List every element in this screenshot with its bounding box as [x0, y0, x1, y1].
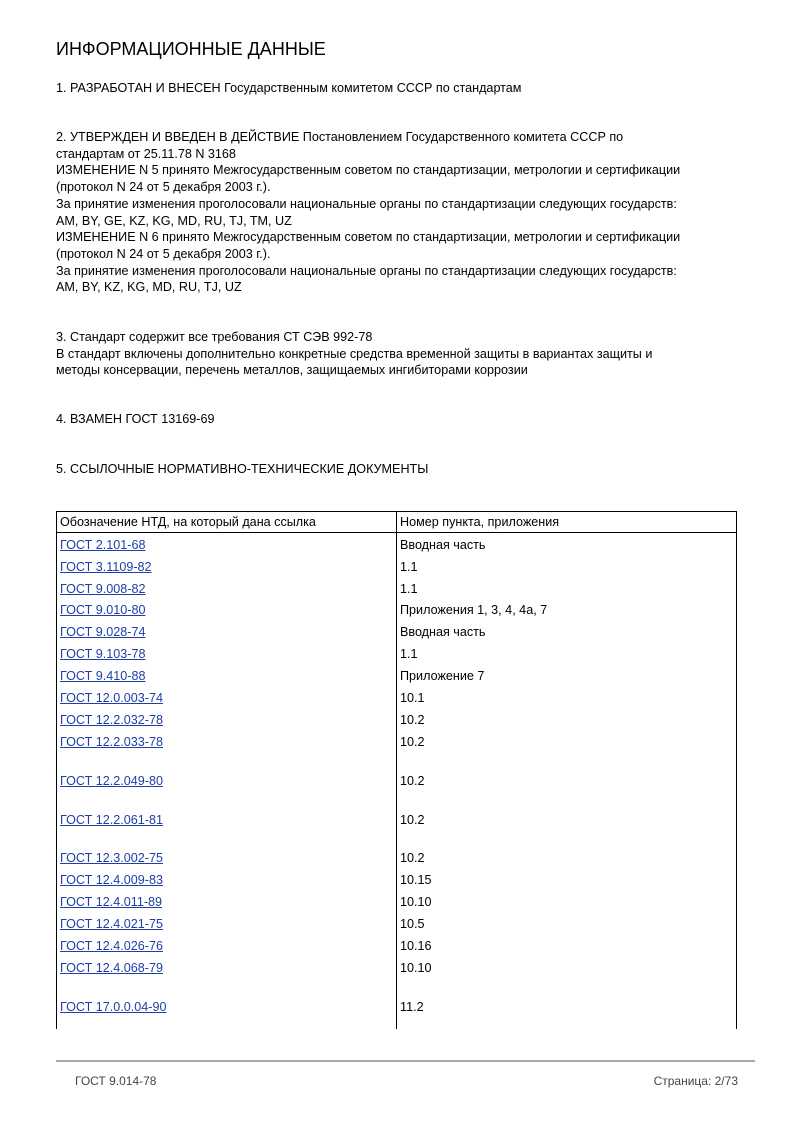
- gost-link[interactable]: ГОСТ 9.010-80: [60, 603, 146, 617]
- header-ntd-designation: Обозначение НТД, на который дана ссылка: [60, 515, 316, 529]
- text-line: 2. УТВЕРЖДЕН И ВВЕДЕН В ДЕЙСТВИЕ Постановлением Государственного комитета СССР по: [56, 130, 624, 144]
- clause-cell: 10.1: [400, 691, 425, 705]
- clause-cell: 10.2: [400, 774, 425, 788]
- table-row: [57, 813, 736, 831]
- text-line: 3. Стандарт содержит все требования СТ СЭВ 992-78: [56, 330, 373, 344]
- footer-doc-id: ГОСТ 9.014-78: [75, 1074, 157, 1088]
- clause-cell: 10.10: [400, 961, 432, 975]
- footer-divider: [56, 1060, 755, 1062]
- text-line: ИЗМЕНЕНИЕ N 6 принято Межгосударственным советом по стандартизации, метрологии и сертификации: [56, 230, 681, 245]
- clause-cell: 1.1: [400, 647, 418, 661]
- section-references-heading: [56, 461, 746, 478]
- section-developed-by: [56, 80, 746, 97]
- text-line: За принятие изменения проголосовали национальные органы по стандартизации следующих государств:: [56, 263, 677, 278]
- gost-link[interactable]: ГОСТ 12.4.011-89: [60, 895, 163, 909]
- gost-link[interactable]: ГОСТ 12.3.002-75: [60, 851, 164, 865]
- table-row: [57, 582, 736, 600]
- gost-link[interactable]: ГОСТ 12.2.049-80: [60, 774, 164, 788]
- text-line: За принятие изменения проголосовали национальные органы по стандартизации следующих государств:: [56, 196, 677, 211]
- clause-cell: 10.5: [400, 917, 425, 931]
- gost-link[interactable]: ГОСТ 12.4.068-79: [60, 961, 164, 975]
- table-row: [57, 713, 736, 731]
- clause-cell: 11.2: [400, 1000, 424, 1014]
- table-row: [57, 917, 736, 935]
- table-row: [57, 939, 736, 957]
- table-row: [57, 669, 736, 687]
- gost-link[interactable]: ГОСТ 9.028-74: [60, 625, 146, 639]
- text-line: стандартам от 25.11.78 N 3168: [56, 146, 236, 161]
- table-row: [57, 560, 736, 578]
- text-line: (протокол N 24 от 5 декабря 2003 г.).: [56, 246, 271, 261]
- gost-link[interactable]: ГОСТ 3.1109-82: [60, 560, 152, 574]
- text-line: 4. ВЗАМЕН ГОСТ 13169-69: [56, 412, 215, 426]
- table-row: [57, 647, 736, 665]
- table-row: [57, 873, 736, 891]
- table-row: [57, 895, 736, 913]
- text-line: методы консервации, перечень металлов, защищаемых ингибиторами коррозии: [56, 363, 528, 378]
- table-row: [57, 625, 736, 643]
- gost-link[interactable]: ГОСТ 12.2.033-78: [60, 735, 164, 749]
- clause-cell: 1.1: [400, 582, 418, 596]
- gost-link[interactable]: ГОСТ 12.4.026-76: [60, 939, 164, 953]
- text-line: AM, BY, GE, KZ, KG, MD, RU, TJ, TM, UZ: [56, 213, 292, 228]
- gost-link[interactable]: ГОСТ 17.0.0.04-90: [60, 1000, 167, 1014]
- table-row: [57, 691, 736, 709]
- references-table: [56, 511, 737, 1029]
- text-line: В стандарт включены дополнительно конкретные средства временной защиты в вариантах защиты и: [56, 346, 653, 361]
- table-row: [57, 538, 736, 556]
- footer-page-number: Страница: 2/73: [653, 1074, 738, 1088]
- clause-cell: 10.15: [400, 873, 432, 887]
- gost-link[interactable]: ГОСТ 12.2.032-78: [60, 713, 164, 727]
- gost-link[interactable]: ГОСТ 9.008-82: [60, 582, 146, 596]
- clause-cell: Приложение 7: [400, 669, 485, 683]
- clause-cell: 10.2: [400, 813, 425, 827]
- text-line: 1. РАЗРАБОТАН И ВНЕСЕН Государственным комитетом СССР по стандартам: [56, 81, 522, 95]
- clause-cell: Приложения 1, 3, 4, 4а, 7: [400, 603, 548, 617]
- text-line: ИЗМЕНЕНИЕ N 5 принято Межгосударственным советом по стандартизации, метрологии и сертификации: [56, 163, 681, 178]
- gost-link[interactable]: ГОСТ 9.410-88: [60, 669, 146, 683]
- table-row: [57, 603, 736, 621]
- table-row: [57, 961, 736, 979]
- text-line: 5. ССЫЛОЧНЫЕ НОРМАТИВНО-ТЕХНИЧЕСКИЕ ДОКУМЕНТЫ: [56, 462, 429, 476]
- clause-cell: 10.10: [400, 895, 432, 909]
- table-row: [57, 851, 736, 869]
- section-replaces: [56, 411, 746, 428]
- table-header-row: [57, 512, 736, 533]
- section-approved: [56, 129, 746, 296]
- gost-link[interactable]: ГОСТ 12.4.009-83: [60, 873, 164, 887]
- table-row: [57, 735, 736, 753]
- text-line: (протокол N 24 от 5 декабря 2003 г.).: [56, 180, 271, 195]
- clause-cell: 10.2: [400, 735, 425, 749]
- clause-cell: 10.2: [400, 851, 425, 865]
- header-clause-number: Номер пункта, приложения: [400, 515, 560, 529]
- section-contents: [56, 329, 746, 379]
- gost-link[interactable]: ГОСТ 9.103-78: [60, 647, 146, 661]
- gost-link[interactable]: ГОСТ 12.0.003-74: [60, 691, 164, 705]
- text-line: AM, BY, KZ, KG, MD, RU, TJ, UZ: [56, 280, 242, 295]
- clause-cell: Вводная часть: [400, 625, 486, 639]
- gost-link[interactable]: ГОСТ 12.2.061-81: [60, 813, 164, 827]
- clause-cell: 10.2: [400, 713, 425, 727]
- clause-cell: 10.16: [400, 939, 432, 953]
- clause-cell: Вводная часть: [400, 538, 486, 552]
- gost-link[interactable]: ГОСТ 12.4.021-75: [60, 917, 164, 931]
- gost-link[interactable]: ГОСТ 2.101-68: [60, 538, 146, 552]
- table-row: [57, 774, 736, 792]
- table-row: [57, 1000, 736, 1018]
- page-title: ИНФОРМАЦИОННЫЕ ДАННЫЕ: [56, 39, 326, 59]
- clause-cell: 1.1: [400, 560, 418, 574]
